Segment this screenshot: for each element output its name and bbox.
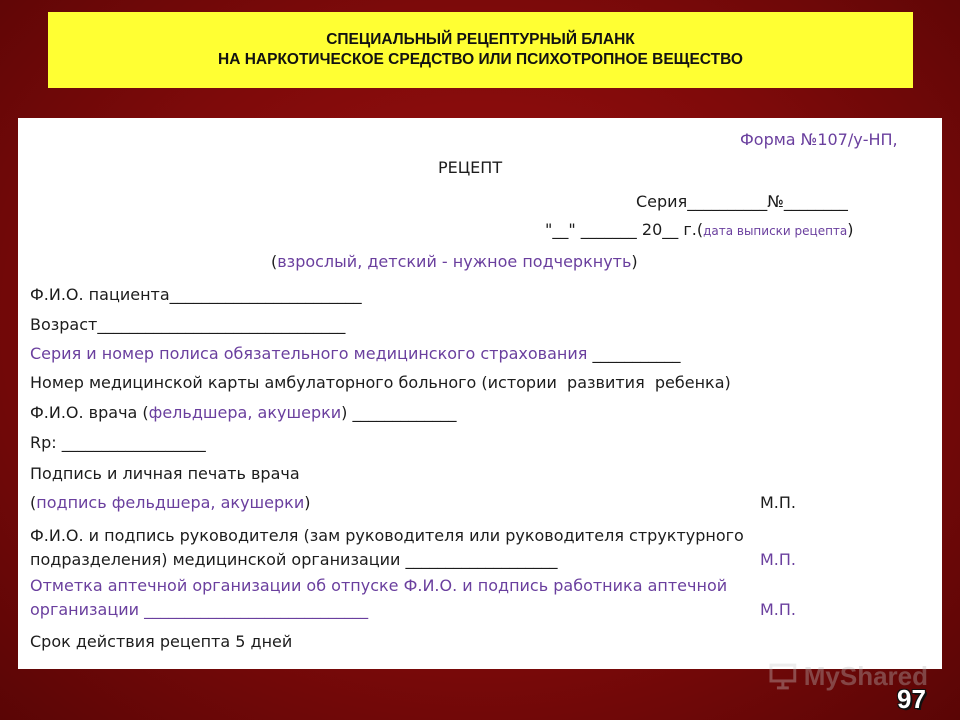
doctor-signature-label: Подпись и личная печать врача (30, 464, 300, 483)
series-field[interactable]: Серия__________№________ (636, 192, 848, 211)
page-number: 97 (897, 684, 926, 714)
paren-close: ) (631, 252, 638, 271)
head-signature-line-2[interactable]: подразделения) медицинской организации ___________________ (30, 550, 558, 569)
title-line-2: НА НАРКОТИЧЕСКОЕ СРЕДСТВО ИЛИ ПСИХОТРОПНОЕ ВЕЩЕСТВО (218, 51, 743, 68)
date-close: ) (847, 220, 854, 239)
date-field[interactable] (545, 220, 854, 241)
head-signature-line-1: Ф.И.О. и подпись руководителя (зам руководителя или руководителя структурного (30, 526, 744, 545)
insurance-policy-label: Серия и номер полиса обязательного медицинского страхования (30, 344, 593, 363)
medical-card-field[interactable]: Номер медицинской карты амбулаторного больного (истории развития ребенка) (30, 373, 731, 392)
stamp-place-1: М.П. (760, 493, 797, 512)
presentation-icon (768, 661, 798, 691)
doctor-alt-label: фельдшера, акушерки (148, 403, 342, 422)
patient-age-field[interactable]: Возраст_______________________________ (30, 315, 346, 334)
stamp-place-2: М.П. (760, 550, 797, 569)
pharmacy-mark-line-1: Отметка аптечной организации об отпуске Ф.И.О. и подпись работника аптечной (30, 576, 728, 595)
date-main: "__" _______ 20__ г.( (545, 220, 704, 239)
paren-open: ( (271, 252, 278, 271)
doctor-blank: ) _____________ (341, 403, 457, 422)
pharmacy-mark-line-2[interactable]: организации ____________________________ (30, 600, 369, 619)
recipe-title: РЕЦЕПТ (438, 158, 503, 177)
prescription-form (18, 118, 942, 669)
rp-field[interactable]: Rp: __________________ (30, 433, 206, 452)
feldsher-signature-text: подпись фельдшера, акушерки (36, 493, 305, 512)
patient-name-field[interactable]: Ф.И.О. пациента________________________ (30, 285, 362, 304)
doctor-name-field[interactable] (30, 403, 456, 423)
title-line-1: СПЕЦИАЛЬНЫЙ РЕЦЕПТУРНЫЙ БЛАНК (326, 31, 635, 48)
doctor-label: Ф.И.О. врача ( (30, 403, 149, 422)
age-category-note (271, 252, 638, 272)
date-hint: дата выписки рецепта (703, 224, 848, 238)
paren-open: ( (30, 493, 37, 512)
paren-close: ) (304, 493, 311, 512)
insurance-policy-field[interactable] (30, 344, 680, 364)
validity-note: Срок действия рецепта 5 дней (30, 632, 293, 651)
watermark-text: MyShared (803, 660, 928, 691)
stamp-place-3: М.П. (760, 600, 797, 619)
age-category-text: взрослый, детский - нужное подчеркнуть (277, 252, 632, 271)
form-number: Форма №107/у-НП, (740, 130, 898, 149)
insurance-policy-blank: ___________ (592, 344, 681, 363)
title-banner (48, 12, 913, 88)
feldsher-signature-note (30, 493, 310, 513)
